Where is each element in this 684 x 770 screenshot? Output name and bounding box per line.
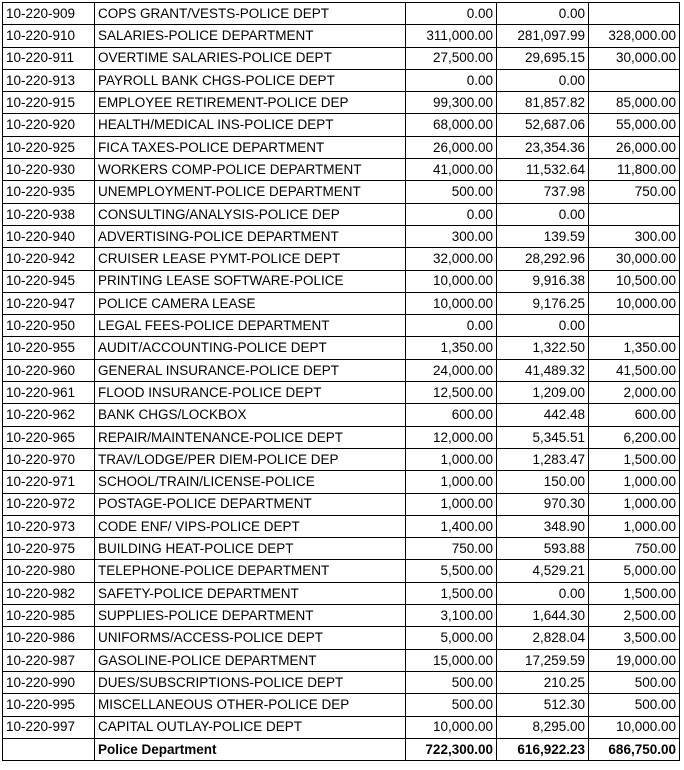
- description-cell: REPAIR/MAINTENANCE-POLICE DEPT: [95, 426, 406, 448]
- account-cell: 10-220-909: [3, 3, 95, 25]
- table-row: [3, 225, 680, 247]
- description-cell: FLOOD INSURANCE-POLICE DEPT: [95, 382, 406, 404]
- col3-cell: 10,500.00: [589, 270, 680, 292]
- table-row: [3, 471, 680, 493]
- col1-cell: 12,500.00: [406, 382, 497, 404]
- account-cell: 10-220-965: [3, 426, 95, 448]
- description-cell: BUILDING HEAT-POLICE DEPT: [95, 538, 406, 560]
- account-cell: 10-220-938: [3, 203, 95, 225]
- col2-cell: 2,828.04: [497, 627, 589, 649]
- account-cell: 10-220-945: [3, 270, 95, 292]
- table-row: [3, 69, 680, 91]
- col2-cell: 737.98: [497, 181, 589, 203]
- account-cell: 10-220-960: [3, 359, 95, 381]
- col2-cell: 11,532.64: [497, 159, 589, 181]
- description-cell: TELEPHONE-POLICE DEPARTMENT: [95, 560, 406, 582]
- col3-cell: 750.00: [589, 181, 680, 203]
- description-cell: FICA TAXES-POLICE DEPARTMENT: [95, 136, 406, 158]
- account-cell: 10-220-935: [3, 181, 95, 203]
- table-row: [3, 694, 680, 716]
- col2-cell: 1,644.30: [497, 605, 589, 627]
- table-row: [3, 404, 680, 426]
- account-cell: 10-220-975: [3, 538, 95, 560]
- description-cell: UNIFORMS/ACCESS-POLICE DEPT: [95, 627, 406, 649]
- description-cell: BANK CHGS/LOCKBOX: [95, 404, 406, 426]
- col1-cell: 10,000.00: [406, 292, 497, 314]
- description-cell: EMPLOYEE RETIREMENT-POLICE DEP: [95, 92, 406, 114]
- col1-cell: 41,000.00: [406, 159, 497, 181]
- col3-cell: 1,500.00: [589, 448, 680, 470]
- table-row: [3, 136, 680, 158]
- description-cell: LEGAL FEES-POLICE DEPARTMENT: [95, 315, 406, 337]
- col3-cell: 1,000.00: [589, 471, 680, 493]
- col2-cell: 28,292.96: [497, 248, 589, 270]
- account-cell: 10-220-942: [3, 248, 95, 270]
- col2-cell: 512.30: [497, 694, 589, 716]
- col2-cell: 1,322.50: [497, 337, 589, 359]
- table-row: [3, 448, 680, 470]
- table-row: [3, 47, 680, 69]
- account-cell: 10-220-972: [3, 493, 95, 515]
- col1-cell: 1,000.00: [406, 471, 497, 493]
- table-row: [3, 359, 680, 381]
- col2-cell: 593.88: [497, 538, 589, 560]
- col1-cell: 500.00: [406, 694, 497, 716]
- description-cell: GASOLINE-POLICE DEPARTMENT: [95, 649, 406, 671]
- table-row: [3, 671, 680, 693]
- table-row: [3, 114, 680, 136]
- description-cell: SUPPLIES-POLICE DEPARTMENT: [95, 605, 406, 627]
- account-cell: 10-220-995: [3, 694, 95, 716]
- account-cell: 10-220-985: [3, 605, 95, 627]
- table-row: [3, 716, 680, 738]
- description-cell: CODE ENF/ VIPS-POLICE DEPT: [95, 515, 406, 537]
- table-row: [3, 649, 680, 671]
- table-row: [3, 315, 680, 337]
- description-cell: PAYROLL BANK CHGS-POLICE DEPT: [95, 69, 406, 91]
- col3-cell: 2,000.00: [589, 382, 680, 404]
- budget-table: [2, 2, 680, 761]
- account-cell: 10-220-955: [3, 337, 95, 359]
- col1-cell: 24,000.00: [406, 359, 497, 381]
- description-cell: GENERAL INSURANCE-POLICE DEPT: [95, 359, 406, 381]
- col3-cell: 1,350.00: [589, 337, 680, 359]
- col3-cell: 11,800.00: [589, 159, 680, 181]
- account-cell: 10-220-980: [3, 560, 95, 582]
- col3-cell: 1,000.00: [589, 515, 680, 537]
- total-col2-cell: 616,922.23: [497, 738, 589, 760]
- table-row: [3, 382, 680, 404]
- description-cell: COPS GRANT/VESTS-POLICE DEPT: [95, 3, 406, 25]
- col2-cell: 0.00: [497, 69, 589, 91]
- table-row: [3, 493, 680, 515]
- table-row: [3, 426, 680, 448]
- table-row: [3, 605, 680, 627]
- col1-cell: 0.00: [406, 315, 497, 337]
- total-description-cell: Police Department: [95, 738, 406, 760]
- account-cell: 10-220-990: [3, 671, 95, 693]
- description-cell: TRAV/LODGE/PER DIEM-POLICE DEP: [95, 448, 406, 470]
- account-cell: 10-220-997: [3, 716, 95, 738]
- col1-cell: 5,000.00: [406, 627, 497, 649]
- table-row: [3, 515, 680, 537]
- account-cell: 10-220-925: [3, 136, 95, 158]
- col1-cell: 300.00: [406, 225, 497, 247]
- description-cell: UNEMPLOYMENT-POLICE DEPARTMENT: [95, 181, 406, 203]
- col3-cell: [589, 3, 680, 25]
- col1-cell: 0.00: [406, 3, 497, 25]
- description-cell: PRINTING LEASE SOFTWARE-POLICE: [95, 270, 406, 292]
- table-row: [3, 627, 680, 649]
- table-row: [3, 248, 680, 270]
- col2-cell: 81,857.82: [497, 92, 589, 114]
- table-row: [3, 203, 680, 225]
- col3-cell: 328,000.00: [589, 25, 680, 47]
- account-cell: 10-220-930: [3, 159, 95, 181]
- col3-cell: 19,000.00: [589, 649, 680, 671]
- col2-cell: 0.00: [497, 582, 589, 604]
- col2-cell: 52,687.06: [497, 114, 589, 136]
- col1-cell: 10,000.00: [406, 270, 497, 292]
- total-row: [3, 738, 680, 760]
- col1-cell: 0.00: [406, 203, 497, 225]
- col1-cell: 1,400.00: [406, 515, 497, 537]
- account-cell: 10-220-970: [3, 448, 95, 470]
- col3-cell: 41,500.00: [589, 359, 680, 381]
- account-cell: 10-220-982: [3, 582, 95, 604]
- description-cell: SCHOOL/TRAIN/LICENSE-POLICE: [95, 471, 406, 493]
- col1-cell: 12,000.00: [406, 426, 497, 448]
- table-row: [3, 181, 680, 203]
- col1-cell: 15,000.00: [406, 649, 497, 671]
- account-cell: 10-220-910: [3, 25, 95, 47]
- col2-cell: 29,695.15: [497, 47, 589, 69]
- col1-cell: 311,000.00: [406, 25, 497, 47]
- col3-cell: 30,000.00: [589, 47, 680, 69]
- account-cell: 10-220-911: [3, 47, 95, 69]
- description-cell: CAPITAL OUTLAY-POLICE DEPT: [95, 716, 406, 738]
- col1-cell: 99,300.00: [406, 92, 497, 114]
- col1-cell: 3,100.00: [406, 605, 497, 627]
- col3-cell: [589, 315, 680, 337]
- col3-cell: 5,000.00: [589, 560, 680, 582]
- description-cell: OVERTIME SALARIES-POLICE DEPT: [95, 47, 406, 69]
- col2-cell: 150.00: [497, 471, 589, 493]
- col1-cell: 500.00: [406, 181, 497, 203]
- col2-cell: 23,354.36: [497, 136, 589, 158]
- col3-cell: 55,000.00: [589, 114, 680, 136]
- col2-cell: 0.00: [497, 3, 589, 25]
- col1-cell: 750.00: [406, 538, 497, 560]
- col3-cell: 3,500.00: [589, 627, 680, 649]
- col3-cell: 85,000.00: [589, 92, 680, 114]
- account-cell: 10-220-920: [3, 114, 95, 136]
- col2-cell: 5,345.51: [497, 426, 589, 448]
- col3-cell: [589, 69, 680, 91]
- description-cell: HEALTH/MEDICAL INS-POLICE DEPT: [95, 114, 406, 136]
- col1-cell: 5,500.00: [406, 560, 497, 582]
- table-row: [3, 270, 680, 292]
- col2-cell: 41,489.32: [497, 359, 589, 381]
- description-cell: POLICE CAMERA LEASE: [95, 292, 406, 314]
- col3-cell: 300.00: [589, 225, 680, 247]
- col1-cell: 68,000.00: [406, 114, 497, 136]
- col3-cell: 2,500.00: [589, 605, 680, 627]
- description-cell: CRUISER LEASE PYMT-POLICE DEPT: [95, 248, 406, 270]
- account-cell: 10-220-947: [3, 292, 95, 314]
- col3-cell: 500.00: [589, 694, 680, 716]
- total-account-cell: [3, 738, 95, 760]
- table-row: [3, 337, 680, 359]
- col1-cell: 600.00: [406, 404, 497, 426]
- col2-cell: 4,529.21: [497, 560, 589, 582]
- col3-cell: 1,000.00: [589, 493, 680, 515]
- table-row: [3, 3, 680, 25]
- col1-cell: 27,500.00: [406, 47, 497, 69]
- description-cell: ADVERTISING-POLICE DEPARTMENT: [95, 225, 406, 247]
- description-cell: MISCELLANEOUS OTHER-POLICE DEP: [95, 694, 406, 716]
- account-cell: 10-220-915: [3, 92, 95, 114]
- col3-cell: 10,000.00: [589, 292, 680, 314]
- col3-cell: 6,200.00: [589, 426, 680, 448]
- account-cell: 10-220-987: [3, 649, 95, 671]
- table-row: [3, 560, 680, 582]
- total-col1-cell: 722,300.00: [406, 738, 497, 760]
- description-cell: SALARIES-POLICE DEPARTMENT: [95, 25, 406, 47]
- col2-cell: 1,209.00: [497, 382, 589, 404]
- col1-cell: 32,000.00: [406, 248, 497, 270]
- col2-cell: 9,176.25: [497, 292, 589, 314]
- col2-cell: 348.90: [497, 515, 589, 537]
- col2-cell: 139.59: [497, 225, 589, 247]
- budget-table-body: [3, 3, 680, 761]
- table-row: [3, 159, 680, 181]
- col1-cell: 500.00: [406, 671, 497, 693]
- col1-cell: 26,000.00: [406, 136, 497, 158]
- account-cell: 10-220-913: [3, 69, 95, 91]
- col2-cell: 0.00: [497, 315, 589, 337]
- account-cell: 10-220-950: [3, 315, 95, 337]
- col2-cell: 281,097.99: [497, 25, 589, 47]
- total-col3-cell: 686,750.00: [589, 738, 680, 760]
- col2-cell: 8,295.00: [497, 716, 589, 738]
- col2-cell: 970.30: [497, 493, 589, 515]
- table-row: [3, 538, 680, 560]
- col2-cell: 442.48: [497, 404, 589, 426]
- description-cell: POSTAGE-POLICE DEPARTMENT: [95, 493, 406, 515]
- col1-cell: 1,000.00: [406, 448, 497, 470]
- description-cell: CONSULTING/ANALYSIS-POLICE DEP: [95, 203, 406, 225]
- col1-cell: 0.00: [406, 69, 497, 91]
- col2-cell: 17,259.59: [497, 649, 589, 671]
- col3-cell: 500.00: [589, 671, 680, 693]
- table-row: [3, 92, 680, 114]
- table-row: [3, 582, 680, 604]
- col1-cell: 1,000.00: [406, 493, 497, 515]
- col1-cell: 10,000.00: [406, 716, 497, 738]
- col3-cell: 600.00: [589, 404, 680, 426]
- col2-cell: 210.25: [497, 671, 589, 693]
- col3-cell: 30,000.00: [589, 248, 680, 270]
- account-cell: 10-220-961: [3, 382, 95, 404]
- col1-cell: 1,350.00: [406, 337, 497, 359]
- account-cell: 10-220-986: [3, 627, 95, 649]
- col2-cell: 9,916.38: [497, 270, 589, 292]
- account-cell: 10-220-940: [3, 225, 95, 247]
- col2-cell: 0.00: [497, 203, 589, 225]
- col3-cell: 26,000.00: [589, 136, 680, 158]
- col3-cell: [589, 203, 680, 225]
- table-row: [3, 25, 680, 47]
- col3-cell: 10,000.00: [589, 716, 680, 738]
- col3-cell: 750.00: [589, 538, 680, 560]
- description-cell: DUES/SUBSCRIPTIONS-POLICE DEPT: [95, 671, 406, 693]
- account-cell: 10-220-962: [3, 404, 95, 426]
- account-cell: 10-220-971: [3, 471, 95, 493]
- col3-cell: 1,500.00: [589, 582, 680, 604]
- description-cell: AUDIT/ACCOUNTING-POLICE DEPT: [95, 337, 406, 359]
- account-cell: 10-220-973: [3, 515, 95, 537]
- description-cell: SAFETY-POLICE DEPARTMENT: [95, 582, 406, 604]
- col1-cell: 1,500.00: [406, 582, 497, 604]
- col2-cell: 1,283.47: [497, 448, 589, 470]
- description-cell: WORKERS COMP-POLICE DEPARTMENT: [95, 159, 406, 181]
- table-row: [3, 292, 680, 314]
